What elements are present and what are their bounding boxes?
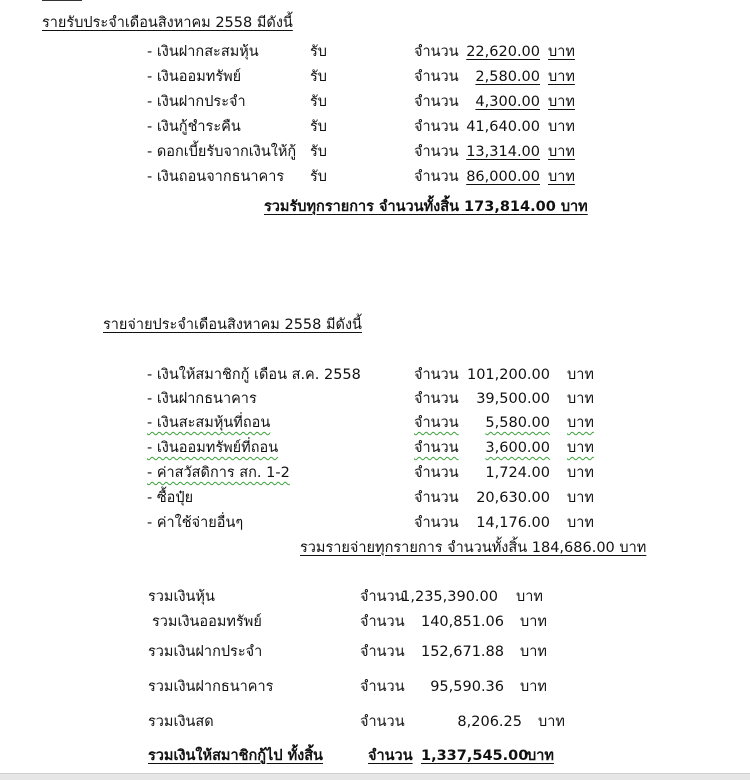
currency-unit: บาท (548, 119, 575, 135)
item-label: รวมเงินออมทรัพย์ (152, 614, 262, 630)
expense-heading: รายจ่ายประจำเดือนสิงหาคม 2558 มีดังนี้ (103, 317, 362, 333)
amount-label: จำนวน (414, 119, 459, 135)
item-label: รวมเงินสด (148, 714, 214, 730)
amount-value: 13,314.00 (466, 144, 540, 160)
amount-label: จำนวน (414, 144, 459, 160)
item-label: รวมเงินฝากประจำ (148, 644, 263, 660)
item-type: รับ (310, 44, 327, 60)
amount-label: จำนวน (414, 44, 459, 60)
currency-unit: บาท (567, 490, 594, 506)
amount-value: 1,724.00 (485, 465, 550, 481)
expense-total: รวมรายจ่ายทุกรายการ จำนวนทั้งสิ้น 184,686.00 บาท (300, 540, 647, 556)
currency-unit: บาท (567, 391, 594, 407)
item-label: - เงินให้สมาชิกกู้ เดือน ส.ค. 2558 (147, 367, 361, 383)
currency-unit: บาท (520, 644, 547, 660)
amount-value: 152,671.88 (420, 644, 504, 660)
item-label: - เงินถอนจากธนาคาร (147, 169, 285, 185)
item-type: รับ (310, 94, 327, 110)
grand-total-label: รวมเงินให้สมาชิกกู้ไป ทั้งสิ้น (148, 748, 323, 764)
currency-unit: บาท (567, 465, 594, 481)
item-label: - เงินกู้ชำระคืน (147, 119, 241, 135)
amount-value: 101,200.00 (466, 367, 550, 383)
currency-unit: บาท (567, 440, 594, 456)
cropped-text-fragment (42, 0, 84, 4)
amount-label: จำนวน (360, 589, 405, 605)
amount-label: จำนวน (360, 644, 405, 660)
amount-label: จำนวน (414, 515, 459, 531)
amount-label: จำนวน (368, 748, 413, 764)
amount-value: 20,630.00 (476, 490, 550, 506)
amount-label: จำนวน (414, 415, 459, 431)
amount-label: จำนวน (414, 391, 459, 407)
currency-unit: บาท (567, 515, 594, 531)
item-label: - เงินฝากประจำ (147, 94, 246, 110)
amount-label: จำนวน (360, 679, 405, 695)
amount-value: 2,580.00 (475, 69, 540, 85)
item-type: รับ (310, 69, 327, 85)
item-label: - เงินออมทรัพย์ (147, 69, 242, 85)
item-type: รับ (310, 144, 327, 160)
grand-total-value: 1,337,545.00 (421, 748, 529, 764)
amount-value: 22,620.00 (466, 44, 540, 60)
amount-value: 8,206.25 (457, 714, 522, 730)
currency-unit: บาท (520, 679, 547, 695)
amount-label: จำนวน (414, 367, 459, 383)
amount-value: 4,300.00 (475, 94, 540, 110)
item-label: - ค่าใช้จ่ายอื่นๆ (147, 515, 244, 531)
currency-unit: บาท (548, 169, 575, 185)
item-type: รับ (310, 119, 327, 135)
amount-label: จำนวน (414, 440, 459, 456)
amount-value: 14,176.00 (476, 515, 550, 531)
currency-unit: บาท (548, 94, 575, 110)
item-label: - ซื้อปุ๋ย (147, 490, 194, 506)
amount-value: 1,235,390.00 (401, 589, 498, 605)
income-heading: รายรับประจำเดือนสิงหาคม 2558 มีดังนี้ (42, 15, 293, 31)
currency-unit: บาท (538, 714, 565, 730)
amount-label: จำนวน (360, 714, 405, 730)
amount-value: 41,640.00 (466, 119, 540, 135)
currency-unit: บาท (516, 589, 543, 605)
amount-label: จำนวน (360, 614, 405, 630)
item-label: - ค่าสวัสดิการ สก. 1-2 (147, 465, 290, 481)
currency-unit: บาท (548, 69, 575, 85)
item-type: รับ (310, 169, 327, 185)
amount-value: 39,500.00 (476, 391, 550, 407)
amount-label: จำนวน (414, 169, 459, 185)
item-label: - ดอกเบี้ยรับจากเงินให้กู้ (147, 144, 297, 160)
amount-value: 95,590.36 (430, 679, 504, 695)
amount-value: 140,851.06 (420, 614, 504, 630)
currency-unit: บาท (567, 367, 594, 383)
item-label: - เงินฝากสะสมหุ้น (147, 44, 259, 60)
currency-unit: บาท (527, 748, 554, 764)
item-label: รวมเงินฝากธนาคาร (148, 679, 274, 695)
currency-unit: บาท (520, 614, 547, 630)
currency-unit: บาท (548, 144, 575, 160)
item-label: - เงินออมทรัพย์ที่ถอน (147, 440, 279, 456)
currency-unit: บาท (567, 415, 594, 431)
currency-unit: บาท (548, 44, 575, 60)
amount-label: จำนวน (414, 465, 459, 481)
amount-value: 5,580.00 (485, 415, 550, 431)
amount-label: จำนวน (414, 69, 459, 85)
window-bottom-edge (0, 773, 750, 780)
item-label: รวมเงินหุ้น (148, 589, 215, 605)
item-label: - เงินฝากธนาคาร (147, 391, 257, 407)
item-label: - เงินสะสมหุ้นที่ถอน (147, 415, 271, 431)
income-total: รวมรับทุกรายการ จำนวนทั้งสิ้น 173,814.00 บาท (264, 199, 588, 215)
amount-value: 86,000.00 (466, 169, 540, 185)
amount-value: 3,600.00 (485, 440, 550, 456)
amount-label: จำนวน (414, 490, 459, 506)
amount-label: จำนวน (414, 94, 459, 110)
